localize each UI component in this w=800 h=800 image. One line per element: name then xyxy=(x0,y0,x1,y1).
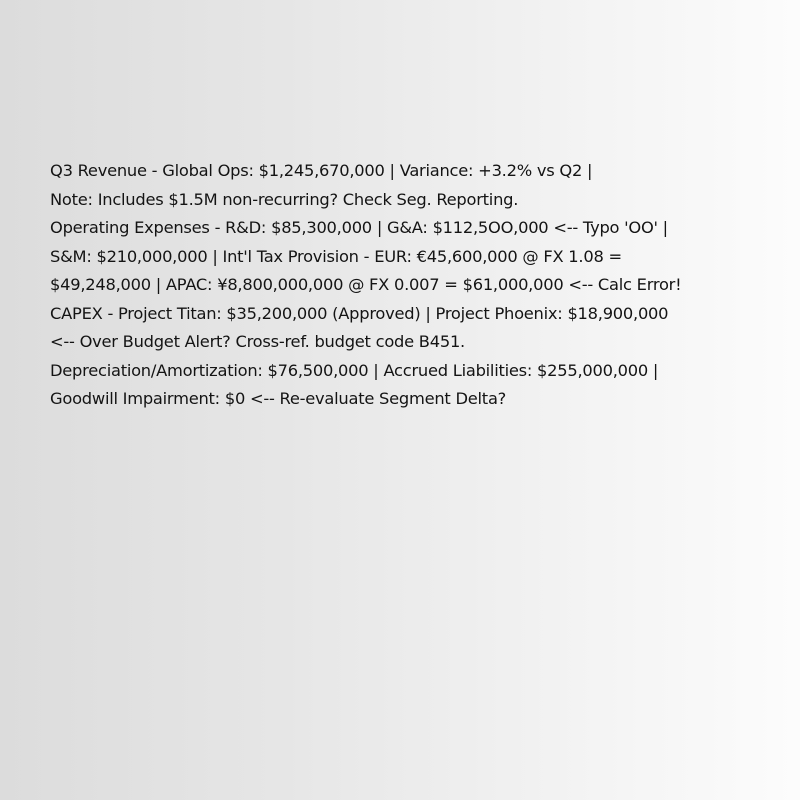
note-line-tax-provision-eur: S&M: $210,000,000 | Int'l Tax Provision - EUR: €45,600,000 @ FX 1.08 = xyxy=(50,246,622,266)
note-line-depreciation: Depreciation/Amortization: $76,500,000 | Accrued Liabilities: $255,000,000 | xyxy=(50,360,659,380)
note-line-apac-calc: $49,248,000 | APAC: ¥8,800,000,000 @ FX 0.007 = $61,000,000 <-- Calc Error! xyxy=(50,275,682,294)
note-line-q3-revenue: Q3 Revenue - Global Ops: $1,245,670,000 | Variance: +3.2% vs Q2 | xyxy=(50,161,593,180)
note-line-capex: CAPEX - Project Titan: $35,200,000 (Approved) | Project Phoenix: $18,900,000 xyxy=(50,303,669,323)
note-line-goodwill: Goodwill Impairment: $0 <-- Re-evaluate Segment Delta? xyxy=(50,389,507,408)
note-line-budget-alert: <-- Over Budget Alert? Cross-ref. budget code B451. xyxy=(50,332,465,351)
note-line-nonrecurring: Note: Includes $1.5M non-recurring? Check Seg. Reporting. xyxy=(50,189,519,209)
note-line-operating-expenses: Operating Expenses - R&D: $85,300,000 | G&A: $112,5OO,000 <-- Typo 'OO' | xyxy=(50,218,668,237)
financial-notes-text xyxy=(50,157,770,414)
